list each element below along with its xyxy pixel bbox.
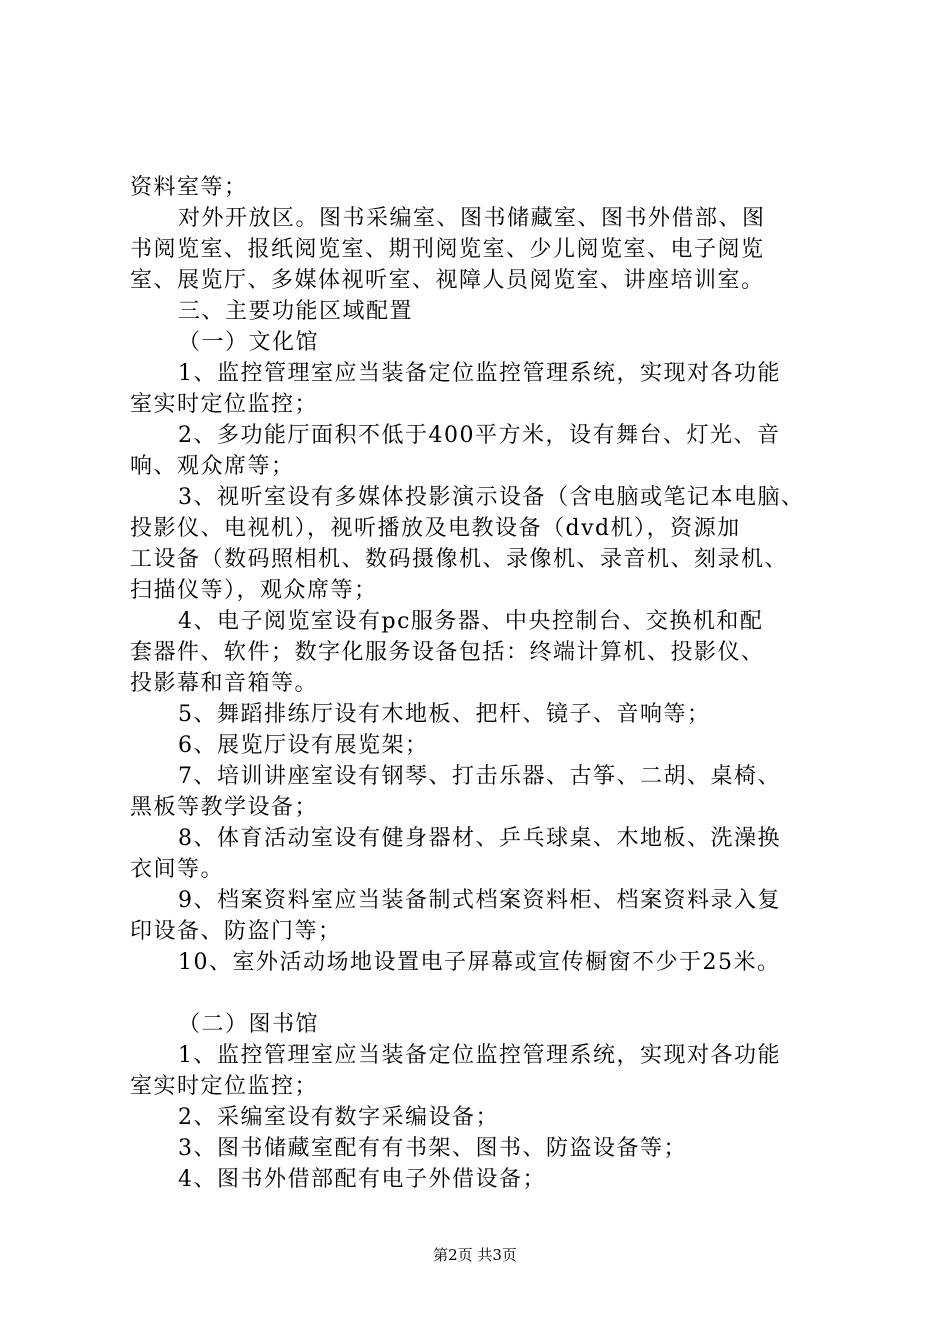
- document-body: [130, 172, 830, 1195]
- text-line: 3、图书储藏室配有有书架、图书、防盗设备等；: [178, 1136, 687, 1161]
- text-line: 室实时定位监控；: [130, 392, 319, 417]
- text-line: 5、舞蹈排练厅设有木地板、把杆、镜子、音响等；: [178, 702, 711, 727]
- text-line: 套器件、软件；数字化服务设备包括：终端计算机、投影仪、: [130, 640, 765, 665]
- page-indicator: 第2页 共3页: [433, 1246, 517, 1264]
- text-line: 2、多功能厅面积不低于400平方米，设有舞台、灯光、音: [178, 423, 781, 448]
- text-line: 7、培训讲座室设有钢琴、打击乐器、古筝、二胡、桌椅、: [178, 764, 781, 789]
- text-line: 室实时定位监控；: [130, 1074, 319, 1099]
- text-line: 对外开放区。图书采编室、图书储藏室、图书外借部、图: [178, 206, 766, 231]
- text-line: 4、电子阅览室设有pc服务器、中央控制台、交换机和配: [178, 609, 764, 634]
- text-line: 6、展览厅设有展览架；: [178, 733, 429, 758]
- text-line: 书阅览室、报纸阅览室、期刊阅览室、少儿阅览室、电子阅览: [130, 237, 765, 262]
- subsection-heading: （一）文化馆: [178, 330, 320, 355]
- text-line: 9、档案资料室应当装备制式档案资料柜、档案资料录入复: [178, 888, 781, 913]
- text-line: 4、图书外借部配有电子外借设备；: [178, 1167, 546, 1192]
- text-line: 扫描仪等），观众席等；: [130, 578, 378, 603]
- text-line: 工设备（数码照相机、数码摄像机、录像机、录音机、刻录机、: [130, 547, 789, 572]
- page-footer: [0, 1245, 950, 1265]
- section-heading: 三、主要功能区域配置: [178, 299, 414, 324]
- text-line: 印设备、防盗门等；: [130, 919, 342, 944]
- text-line: 衣间等。: [130, 857, 225, 882]
- text-line: 1、监控管理室应当装备定位监控管理系统，实现对各功能: [178, 361, 781, 386]
- text-line: 10、室外活动场地设置电子屏幕或宣传橱窗不少于25米。: [178, 950, 781, 975]
- blank-line: [130, 978, 830, 1009]
- text-line: 黑板等教学设备；: [130, 795, 319, 820]
- subsection-heading: （二）图书馆: [178, 1012, 320, 1037]
- text-line: 2、采编室设有数字采编设备；: [178, 1105, 499, 1130]
- text-line: 3、视听室设有多媒体投影演示设备（含电脑或笔记本电脑、: [178, 485, 805, 510]
- text-line: 8、体育活动室设有健身器材、乒乓球桌、木地板、洗澡换: [178, 826, 781, 851]
- text-line: 投影幕和音箱等。: [130, 671, 319, 696]
- text-line: 室、展览厅、多媒体视听室、视障人员阅览室、讲座培训室。: [130, 268, 765, 293]
- text-line: 响、观众席等；: [130, 454, 295, 479]
- text-line: 投影仪、电视机），视听播放及电教设备（dvd机），资源加: [130, 516, 741, 541]
- text-line: 资料室等；: [130, 175, 248, 200]
- text-line: 1、监控管理室应当装备定位监控管理系统，实现对各功能: [178, 1043, 781, 1068]
